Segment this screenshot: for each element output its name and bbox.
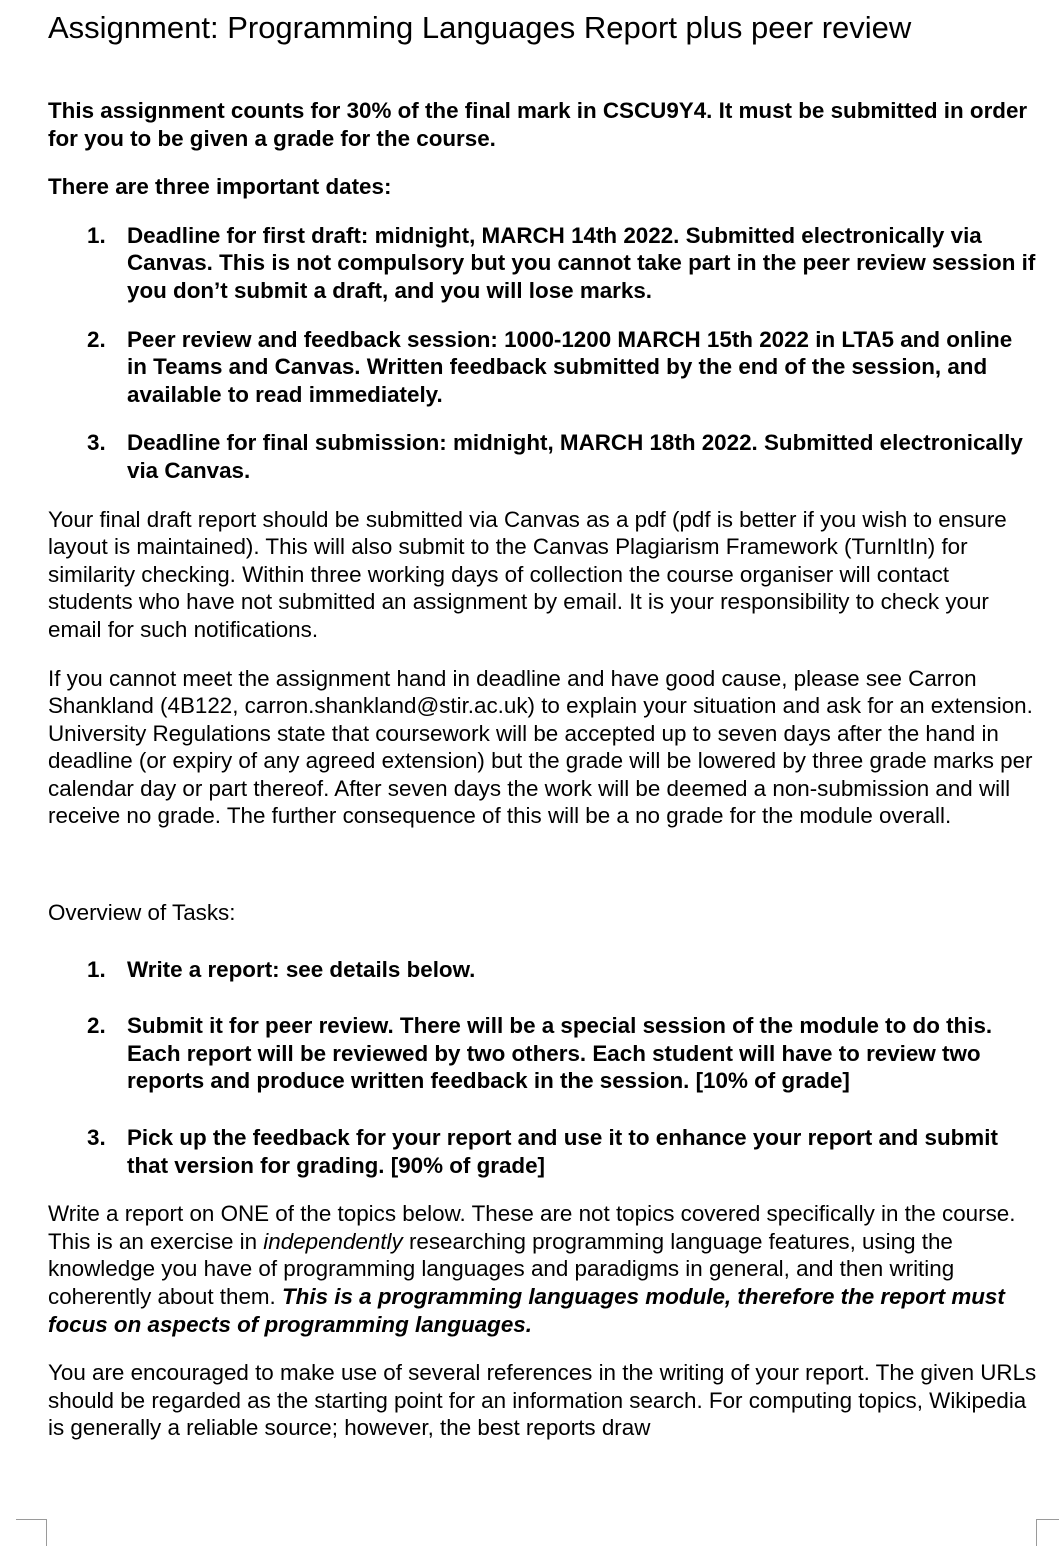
list-item — [48, 222, 1038, 305]
list-item-text: Deadline for first draft: midnight, MARCH 14th 2022. Submitted electronically via Canvas. This is not compulsory but you cannot take part in the peer review session if you don’t submit a draft, and you will lose marks. — [127, 222, 1036, 303]
list-item-text: Peer review and feedback session: 1000-1200 MARCH 15th 2022 in LTA5 and online in Teams and Canvas. Written feedback submitted by the end of the session, and available to read immediately. — [127, 326, 1013, 407]
list-number: 2. — [87, 326, 106, 352]
list-item-text: Deadline for final submission: midnight, MARCH 18th 2022. Submitted electronically via Canvas. — [127, 430, 1023, 483]
list-item — [48, 1012, 1038, 1095]
tasks-list — [48, 956, 1038, 1180]
document-page — [48, 8, 1038, 1463]
topic-paragraph — [48, 1200, 1038, 1338]
list-number: 1. — [87, 222, 106, 248]
topic-bold-italic: This is a programming languages module, therefore the report must focus on aspects of programming languages. — [48, 1284, 1005, 1337]
intro-paragraph: This assignment counts for 30% of the final mark in CSCU9Y4. It must be submitted in order for you to be given a grade for the course. — [48, 98, 1028, 151]
document-title: Assignment: Programming Languages Report plus peer review — [48, 10, 912, 45]
list-item — [48, 1124, 1038, 1179]
list-number: 2. — [87, 1013, 106, 1039]
submission-paragraph: Your final draft report should be submitted via Canvas as a pdf (pdf is better if you wish to ensure layout is maintained). This will also submit to the Canvas Plagiarism Framework (TurnItIn) for similarity checking. Within three working days of collection the course organiser will contact students who have not submitted an assignment by email. It is your responsibility to check your email for such notifications. — [48, 506, 1007, 642]
dates-heading: There are three important dates: — [48, 174, 392, 200]
list-number: 3. — [87, 1125, 106, 1151]
list-item — [48, 429, 1038, 484]
list-item — [48, 326, 1038, 409]
dates-list — [48, 222, 1038, 485]
list-item-text: Submit it for peer review. There will be a special session of the module to do this. Each report will be reviewed by two others. Each student will have to review two reports and produce written feedback in the session. [10% of grade] — [127, 1013, 993, 1094]
topic-text-2: researching programming language features, using the knowledge you have of programming languages and paradigms in general, and then writing coherently about them. — [48, 1228, 955, 1309]
references-paragraph: You are encouraged to make use of several references in the writing of your report. The given URLs should be regarded as the starting point for an information search. For computing topics, Wikipedia is generally a reliable source; however, the best reports draw — [48, 1360, 1037, 1441]
tasks-heading: Overview of Tasks: — [48, 900, 236, 926]
page-corner-mark-left — [16, 1519, 47, 1546]
list-item-text: Pick up the feedback for your report and use it to enhance your report and submit that version for grading. [90% of grade] — [127, 1125, 998, 1178]
extension-paragraph: If you cannot meet the assignment hand in deadline and have good cause, please see Carron Shankland (4B122, carron.shankland@stir.ac.uk) to explain your situation and ask for an extension. University Regulations state that coursework will be accepted up to seven days after the hand in deadline (or expiry of any agreed extension) but the grade will be lowered by three grade marks per calendar day or part thereof. After seven days the work will be deemed a non-submission and will receive no grade. The further consequence of this will be a no grade for the module overall. — [48, 665, 1033, 829]
list-item — [48, 956, 1038, 984]
topic-italic: independently — [263, 1228, 403, 1254]
page-corner-mark-right — [1036, 1519, 1059, 1546]
list-number: 3. — [87, 430, 106, 456]
list-item-text: Write a report: see details below. — [127, 956, 476, 982]
list-number: 1. — [87, 956, 106, 982]
topic-text-1: Write a report on ONE of the topics below. These are not topics covered specifically in the course. This is an exercise in — [48, 1201, 1016, 1254]
spacer — [48, 851, 1038, 899]
